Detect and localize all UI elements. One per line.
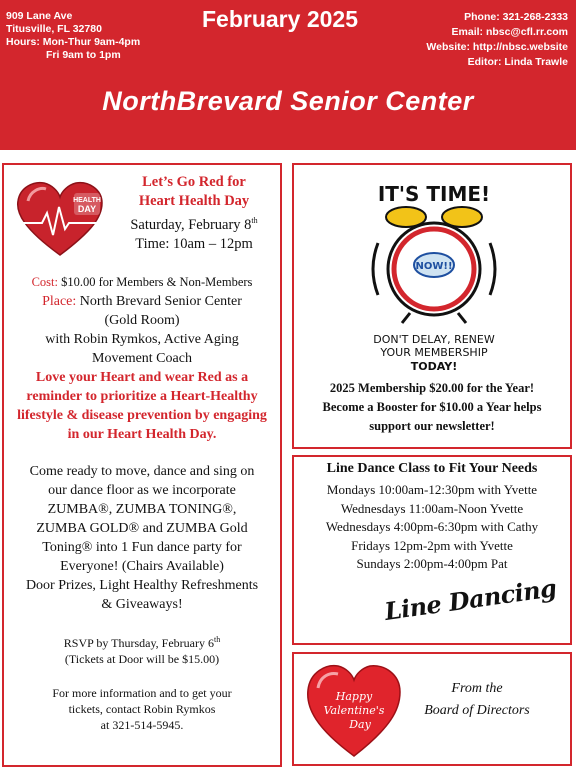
newsletter-month: February 2025 [202,6,358,32]
badge-day: DAY [77,204,97,214]
membership-box [292,163,572,449]
schedule-item: Wednesdays 11:00am-Noon Yvette [340,500,524,516]
valentine-message [404,678,550,722]
red-message-3: lifestyle & disease prevention by engaging [17,408,267,423]
info-line-2: tickets, contact Robin Rymkos [68,702,216,716]
body-line-4: ZUMBA GOLD® and ZUMBA Gold [36,521,248,536]
hours-line-2: Fri 9am to 1pm [46,49,121,61]
rsvp-tickets: (Tickets at Door will be $15.00) [64,652,220,666]
event-with-2: Movement Coach [92,351,192,366]
valentine-heart-icon [304,660,404,760]
info-line-3: at 321-514-5945. [100,718,184,732]
from-line-2: Board of Directors [424,703,530,718]
phone-text: Phone: 321-268-2333 [464,11,568,23]
membership-line-2: Become a Booster for $10.00 a Year helps [322,400,542,414]
schedule-item: Mondays 10:00am-12:30pm with Yvette [326,482,538,497]
red-message-4: in our Heart Health Day. [67,427,217,442]
body-line-1: Come ready to move, dance and sing on [29,464,255,479]
membership-line-1: 2025 Membership $20.00 for the Year! [329,381,535,395]
event-title-line-1: Let’s Go Red for [142,174,246,190]
renew-line-1: DON'T DELAY, RENEW [373,333,495,346]
header-contact-left [6,10,140,62]
info-line-1: For more information and to get your [52,686,232,700]
event-heading [114,173,274,254]
organization-name: NorthBrevard Senior Center [102,86,474,116]
body-line-6: Everyone! (Chairs Available) [60,559,224,574]
alarm-clock-icon [344,173,524,373]
address-line-2: Titusville, FL 32780 [6,23,102,35]
badge-health: HEALTH [73,197,101,204]
address-line-1: 909 Lane Ave [6,10,73,22]
membership-info [304,379,560,436]
event-date: Saturday, February 8th [130,216,258,233]
red-message-2: reminder to prioritize a Heart-Healthy [26,389,258,404]
line-dancing-art: Line Dancing [382,573,559,626]
body-line-2: our dance floor as we incorporate [48,483,236,498]
membership-line-3: support our newsletter! [369,419,495,433]
event-with-1: with Robin Rymkos, Active Aging [45,332,239,347]
event-cost: Cost: $10.00 for Members & Non-Members [31,275,253,289]
hours-line-1: Hours: Mon-Thur 9am-4pm [6,36,141,48]
body-line-3: ZUMBA®, ZUMBA TONING®, [47,502,237,517]
its-time-text: IT'S TIME! [377,182,491,206]
event-details [8,273,276,733]
email-text: Email: nbsc@cfl.rr.com [451,26,568,38]
body-line-7: Door Prizes, Light Healthy Refreshments [25,578,259,593]
editor-text: Editor: Linda Trawle [467,56,568,68]
header-contact-right [426,10,568,70]
now-text: NOW!! [415,261,453,272]
body-line-8: & Giveaways! [101,597,183,612]
line-dance-title: Line Dance Class to Fit Your Needs [326,461,538,476]
schedule-item: Fridays 12pm-2pm with Yvette [351,537,513,553]
body-line-5: Toning® into 1 Fun dance party for [42,540,242,555]
event-room: (Gold Room) [104,313,180,328]
newsletter-header [0,0,576,150]
website-text: Website: http://nbsc.website [426,41,568,53]
valentines-text: Valentine's [323,704,385,717]
line-dance-schedule [294,481,570,574]
from-line-1: From the [451,681,503,696]
rsvp-date: RSVP by Thursday, February 6th [63,635,221,650]
day-text: Day [349,718,371,731]
happy-text: Happy [335,690,373,703]
schedule-item: Wednesdays 4:00pm-6:30pm with Cathy [325,519,539,534]
heart-health-day-box [2,163,282,767]
valentine-box [292,652,572,766]
schedule-item: Sundays 2:00pm-4:00pm Pat [356,556,508,571]
event-place: Place: North Brevard Senior Center [42,294,242,309]
health-day-heart-icon [14,179,106,259]
event-title-line-2: Heart Health Day [138,193,250,209]
event-time: Time: 10am – 12pm [135,235,253,252]
red-message-1: Love your Heart and wear Red as a [35,370,249,385]
renew-line-3: TODAY! [410,360,458,373]
renew-line-2: YOUR MEMBERSHIP [380,346,488,359]
line-dance-box [292,455,572,645]
